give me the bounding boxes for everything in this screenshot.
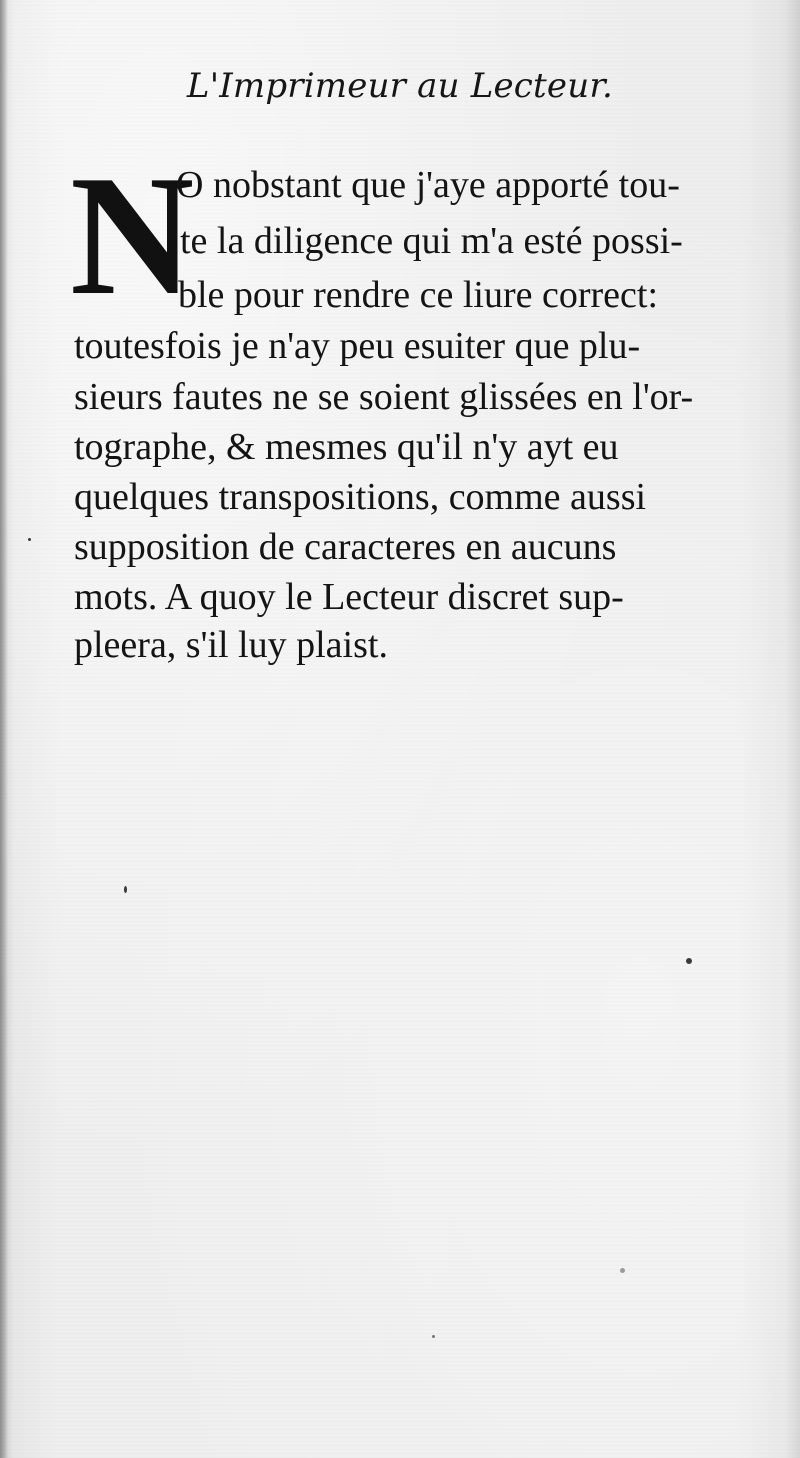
text-line: tographe, & mesmes qu'il n'y ayt eu: [74, 426, 619, 468]
paper-speck: [124, 886, 127, 893]
text-line: mots. A quoy le Lecteur discret sup-: [74, 576, 624, 618]
text-line: quelques transpositions, comme aussi: [74, 476, 647, 518]
paper-speck: [620, 1268, 625, 1273]
page-header: L'Imprimeur au Lecteur.: [186, 66, 614, 106]
paper-speck: [28, 538, 31, 541]
text-line: O nobstant que j'aye apporté tou-: [176, 164, 680, 206]
paper-speck: [686, 958, 692, 964]
text-line: pleera, s'il luy plaist.: [74, 624, 388, 666]
drop-cap: N: [70, 141, 195, 331]
text-line: ble pour rendre ce liure correct:: [178, 274, 659, 316]
paper-speck: [432, 1335, 435, 1338]
text-line: te la diligence qui m'a esté possi-: [180, 220, 683, 262]
text-line: supposition de caracteres en aucuns: [74, 526, 617, 568]
page-edge-shadow: [0, 0, 8, 1458]
text-line: toutesfois je n'ay peu esuiter que plu-: [74, 325, 641, 367]
text-line: sieurs fautes ne se soient glissées en l'or-: [74, 376, 694, 418]
